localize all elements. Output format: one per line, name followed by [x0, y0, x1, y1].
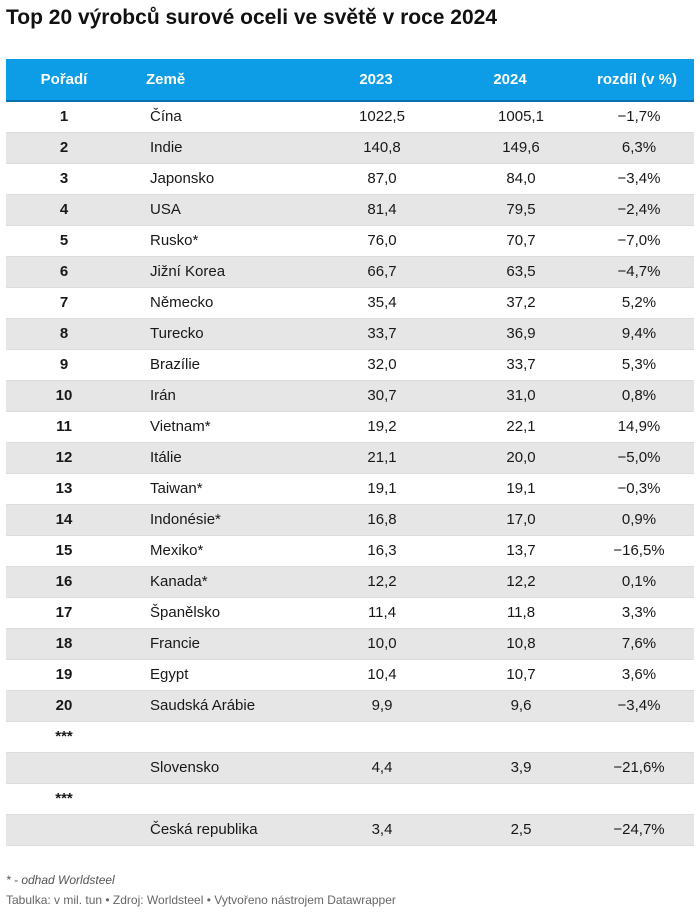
header-difference[interactable]: rozdíl (v %)	[580, 59, 694, 101]
header-2023[interactable]: 2023	[312, 59, 440, 101]
cell-2024: 79,5	[440, 194, 580, 225]
cell-2024: 11,8	[440, 597, 580, 628]
cell-rank: 9	[6, 349, 122, 380]
table-row	[6, 659, 694, 690]
cell-2023: 9,9	[312, 690, 440, 721]
cell-rank: 15	[6, 535, 122, 566]
cell-difference: 5,2%	[580, 287, 694, 318]
cell-rank: 3	[6, 163, 122, 194]
table-row	[6, 101, 694, 132]
table-row	[6, 597, 694, 628]
cell-country: Indonésie*	[122, 504, 312, 535]
table-row	[6, 411, 694, 442]
cell-country: Saudská Arábie	[122, 690, 312, 721]
cell-2023: 16,3	[312, 535, 440, 566]
cell-2023: 16,8	[312, 504, 440, 535]
cell-rank: 6	[6, 256, 122, 287]
cell-difference: −4,7%	[580, 256, 694, 287]
cell-2024: 2,5	[440, 814, 580, 845]
table-row	[6, 783, 694, 814]
cell-rank: 13	[6, 473, 122, 504]
cell-2024: 63,5	[440, 256, 580, 287]
header-country[interactable]: Země	[122, 59, 312, 101]
cell-difference: 14,9%	[580, 411, 694, 442]
table-row	[6, 814, 694, 845]
cell-2023: 3,4	[312, 814, 440, 845]
cell-2023: 76,0	[312, 225, 440, 256]
table-row	[6, 566, 694, 597]
cell-difference	[580, 721, 694, 752]
cell-2024: 22,1	[440, 411, 580, 442]
table-row	[6, 318, 694, 349]
cell-rank: 17	[6, 597, 122, 628]
cell-country: Slovensko	[122, 752, 312, 783]
cell-difference: −3,4%	[580, 163, 694, 194]
cell-rank	[6, 752, 122, 783]
cell-rank: ***	[6, 721, 122, 752]
cell-country	[122, 721, 312, 752]
cell-2023: 81,4	[312, 194, 440, 225]
cell-difference: −1,7%	[617, 108, 661, 126]
cell-country: Čína	[150, 108, 182, 126]
cell-2024: 17,0	[440, 504, 580, 535]
table-row	[6, 504, 694, 535]
cell-difference: 9,4%	[580, 318, 694, 349]
cell-rank: 5	[6, 225, 122, 256]
cell-country: Mexiko*	[122, 535, 312, 566]
cell-2023: 87,0	[312, 163, 440, 194]
cell-2024: 36,9	[440, 318, 580, 349]
cell-2023: 33,7	[312, 318, 440, 349]
table-row	[6, 752, 694, 783]
cell-rank: 10	[6, 380, 122, 411]
cell-rank: ***	[6, 783, 122, 814]
cell-country: Japonsko	[122, 163, 312, 194]
cell-2024: 9,6	[440, 690, 580, 721]
cell-2023	[312, 783, 440, 814]
table-row	[6, 442, 694, 473]
footnote: * - odhad Worldsteel	[6, 873, 115, 887]
cell-country: Taiwan*	[122, 473, 312, 504]
cell-country: Brazílie	[122, 349, 312, 380]
cell-difference: 0,1%	[580, 566, 694, 597]
cell-rank: 4	[6, 194, 122, 225]
cell-2024	[440, 783, 580, 814]
cell-2023: 1022,5	[359, 108, 405, 126]
cell-2024: 37,2	[440, 287, 580, 318]
cell-2023	[312, 721, 440, 752]
cell-difference: 3,3%	[580, 597, 694, 628]
table-row	[6, 535, 694, 566]
table-row	[6, 194, 694, 225]
cell-country: Francie	[122, 628, 312, 659]
cell-2023: 11,4	[312, 597, 440, 628]
cell-country: Španělsko	[122, 597, 312, 628]
cell-2023: 4,4	[312, 752, 440, 783]
cell-2023: 35,4	[312, 287, 440, 318]
cell-difference: 0,9%	[580, 504, 694, 535]
cell-2024: 1005,1	[498, 108, 544, 126]
cell-2024: 33,7	[440, 349, 580, 380]
cell-2023: 10,4	[312, 659, 440, 690]
chart-title: Top 20 výrobců surové oceli ve světě v roce 2024	[6, 6, 498, 29]
table-row	[6, 721, 694, 752]
cell-rank: 11	[6, 411, 122, 442]
table-body	[6, 101, 694, 845]
cell-difference: −7,0%	[580, 225, 694, 256]
cell-rank: 2	[6, 132, 122, 163]
steel-producers-table	[6, 59, 694, 846]
cell-difference: −2,4%	[580, 194, 694, 225]
cell-2024: 12,2	[440, 566, 580, 597]
header-rank[interactable]: Pořadí	[6, 59, 122, 101]
cell-2024: 13,7	[440, 535, 580, 566]
cell-country: Jižní Korea	[122, 256, 312, 287]
cell-2023: 19,1	[312, 473, 440, 504]
cell-difference: −3,4%	[580, 690, 694, 721]
cell-2023: 19,2	[312, 411, 440, 442]
cell-2024: 84,0	[440, 163, 580, 194]
table-row	[6, 225, 694, 256]
cell-difference: −5,0%	[580, 442, 694, 473]
table-header-row	[6, 59, 694, 101]
cell-2023: 140,8	[312, 132, 440, 163]
cell-rank	[6, 814, 122, 845]
cell-2024: 10,7	[440, 659, 580, 690]
cell-country: Rusko*	[122, 225, 312, 256]
cell-rank: 19	[6, 659, 122, 690]
cell-difference: 3,6%	[580, 659, 694, 690]
cell-rank: 18	[6, 628, 122, 659]
cell-difference: 5,3%	[580, 349, 694, 380]
source-line: Tabulka: v mil. tun • Zdroj: Worldsteel • Vytvořeno nástrojem Datawrapper	[6, 893, 396, 907]
cell-country: Itálie	[122, 442, 312, 473]
cell-2024: 70,7	[440, 225, 580, 256]
cell-2024	[440, 721, 580, 752]
table-row	[6, 628, 694, 659]
table-row	[6, 380, 694, 411]
cell-rank: 20	[6, 690, 122, 721]
cell-difference: 0,8%	[580, 380, 694, 411]
cell-country	[122, 783, 312, 814]
table-row	[6, 163, 694, 194]
cell-2023: 10,0	[312, 628, 440, 659]
table-row	[6, 256, 694, 287]
cell-2024: 31,0	[440, 380, 580, 411]
cell-rank: 12	[6, 442, 122, 473]
cell-difference	[580, 783, 694, 814]
cell-difference: 6,3%	[580, 132, 694, 163]
cell-2024: 19,1	[440, 473, 580, 504]
cell-country: Egypt	[122, 659, 312, 690]
cell-rank: 7	[6, 287, 122, 318]
header-2024[interactable]: 2024	[440, 59, 580, 101]
cell-2024: 20,0	[440, 442, 580, 473]
table-row	[6, 132, 694, 163]
cell-country: Česká republika	[122, 814, 312, 845]
cell-rank: 16	[6, 566, 122, 597]
cell-2024: 149,6	[440, 132, 580, 163]
cell-country: Turecko	[122, 318, 312, 349]
cell-country: Kanada*	[122, 566, 312, 597]
cell-country: Vietnam*	[122, 411, 312, 442]
cell-2023: 66,7	[312, 256, 440, 287]
cell-country: Indie	[122, 132, 312, 163]
cell-rank: 8	[6, 318, 122, 349]
cell-2023: 12,2	[312, 566, 440, 597]
cell-difference: −21,6%	[580, 752, 694, 783]
cell-2024: 10,8	[440, 628, 580, 659]
cell-difference: −24,7%	[580, 814, 694, 845]
cell-difference: −0,3%	[580, 473, 694, 504]
table-row	[6, 690, 694, 721]
table-row	[6, 349, 694, 380]
table-row	[6, 473, 694, 504]
cell-country: Irán	[122, 380, 312, 411]
cell-2023: 21,1	[312, 442, 440, 473]
cell-rank: 14	[6, 504, 122, 535]
cell-2023: 30,7	[312, 380, 440, 411]
cell-2024: 3,9	[440, 752, 580, 783]
table-row	[6, 287, 694, 318]
cell-country: USA	[122, 194, 312, 225]
cell-country: Německo	[122, 287, 312, 318]
cell-2023: 32,0	[312, 349, 440, 380]
cell-rank: 1	[59, 108, 69, 126]
cell-difference: −16,5%	[580, 535, 694, 566]
cell-difference: 7,6%	[580, 628, 694, 659]
